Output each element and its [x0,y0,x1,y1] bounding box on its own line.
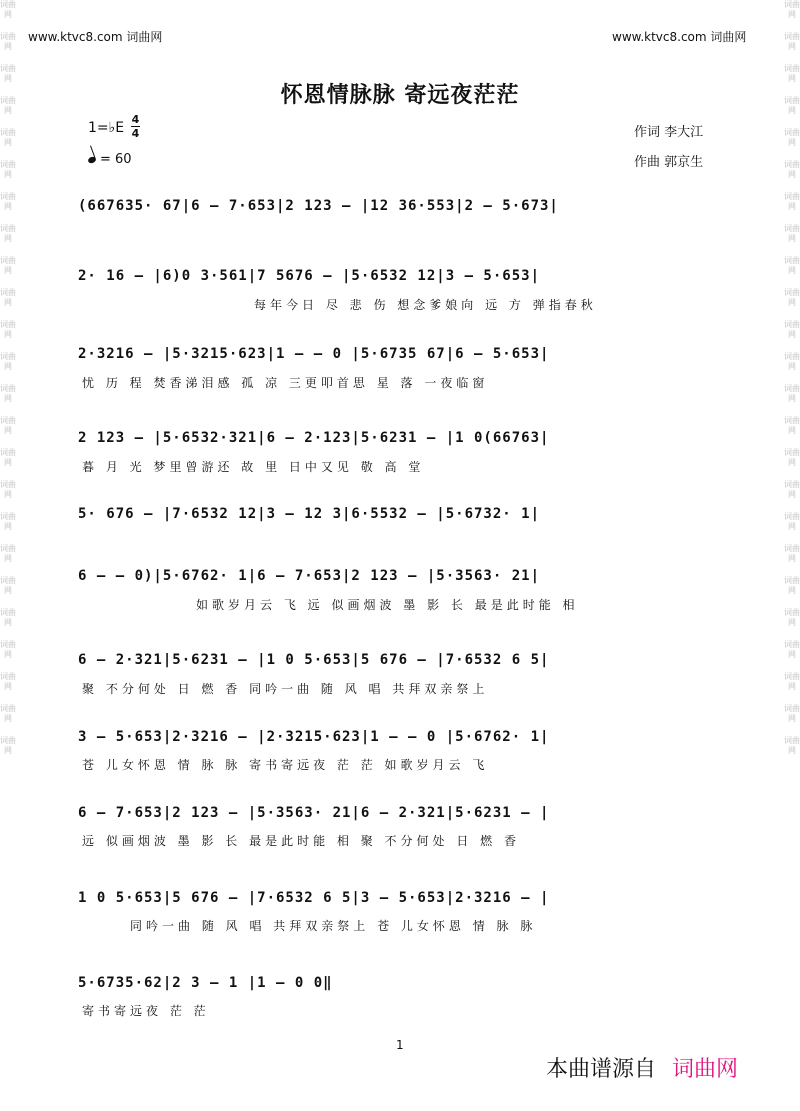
site-url-left: www.ktvc8.com 词曲网 [28,30,163,44]
quarter-note-icon [87,156,97,164]
score-line-9: 6 – 7·653|2 123 – |5·3563· 21|6 – 2·321|5·6231 – | [78,805,550,821]
lyric-line-11: 寄书寄远夜 茫 茫 [82,1004,210,1018]
source-brand: 词曲网 [672,1057,739,1082]
time-signature-top: 4 [131,113,140,126]
right-watermark-strip: 词曲网 词曲网 词曲网 词曲网 词曲网 词曲网 词曲网 词曲网 词曲网 词曲网 词曲网 词曲网 词曲网 词曲网 词曲网 词曲网 词曲网 词曲网 词曲网 词曲网 词曲网 词曲网 词曲网 词曲网 [784,0,800,755]
lyricist-credit: 作词 李大江 [634,125,704,140]
lyric-line-9: 远 似画烟波 墨 影 长 最是此时能 相 聚 不分何处 日 燃 香 [82,834,520,848]
lyric-line-4: 暮 月 光 梦里曾游还 故 里 日中又见 敬 高 堂 [82,460,425,474]
time-signature [131,114,140,139]
score-line-11: 5·6735·62|2 3 – 1 |1 – 0 0‖ [78,975,333,991]
lyric-line-2: 每年今日 尽 悲 伤 想念爹娘向 远 方 弹指春秋 [254,298,597,312]
site-url-right: www.ktvc8.com 词曲网 [612,30,747,44]
tempo-marking [88,152,132,167]
score-line-1: (667635· 67|6 – 7·653|2 123 – |12 36·553|2 – 5·673| [78,198,559,214]
composer-credit: 作曲 郭京生 [634,155,704,170]
score-line-7: 6 – 2·321|5·6231 – |1 0 5·653|5 676 – |7·6532 6 5| [78,652,550,668]
page-number: 1 [396,1038,404,1052]
score-line-5: 5· 676 – |7·6532 12|3 – 12 3|6·5532 – |5·6732· 1| [78,506,541,522]
source-credit [546,1052,738,1083]
score-line-4: 2 123 – |5·6532·321|6 – 2·123|5·6231 – |1 0(66763| [78,430,550,446]
lyric-line-3: 忧 历 程 焚香涕泪感 孤 凉 三更叩首思 星 落 一夜临窗 [82,376,489,390]
lyric-line-10: 同吟一曲 随 风 唱 共拜双亲祭上 苍 儿女怀恩 情 脉 脉 [130,919,537,933]
score-line-10: 1 0 5·653|5 676 – |7·6532 6 5|3 – 5·653|2·3216 – | [78,890,550,906]
source-prefix: 本曲谱源自 [546,1057,657,1082]
song-title: 怀恩情脉脉 寄远夜茫茫 [280,83,520,108]
score-line-3: 2·3216 – |5·3215·623|1 – – 0 |5·6735 67|6 – 5·653| [78,346,550,362]
lyric-line-8: 苍 儿女怀恩 情 脉 脉 寄书寄远夜 茫 茫 如歌岁月云 飞 [82,758,489,772]
lyric-line-7: 聚 不分何处 日 燃 香 同吟一曲 随 风 唱 共拜双亲祭上 [82,682,489,696]
key-signature: 1=♭E [88,120,125,136]
lyric-line-6: 如歌岁月云 飞 远 似画烟波 墨 影 长 最是此时能 相 [196,598,579,612]
tempo-value: = 60 [100,152,132,167]
score-line-2: 2· 16 – |6)0 3·561|7 5676 – |5·6532 12|3 – 5·653| [78,268,541,284]
time-signature-bottom: 4 [131,127,140,140]
score-line-6: 6 – – 0)|5·6762· 1|6 – 7·653|2 123 – |5·3563· 21| [78,568,541,584]
left-watermark-strip: 词曲网 词曲网 词曲网 词曲网 词曲网 词曲网 词曲网 词曲网 词曲网 词曲网 词曲网 词曲网 词曲网 词曲网 词曲网 词曲网 词曲网 词曲网 词曲网 词曲网 词曲网 词曲网 词曲网 词曲网 [0,0,16,755]
score-line-8: 3 – 5·653|2·3216 – |2·3215·623|1 – – 0 |5·6762· 1| [78,729,550,745]
